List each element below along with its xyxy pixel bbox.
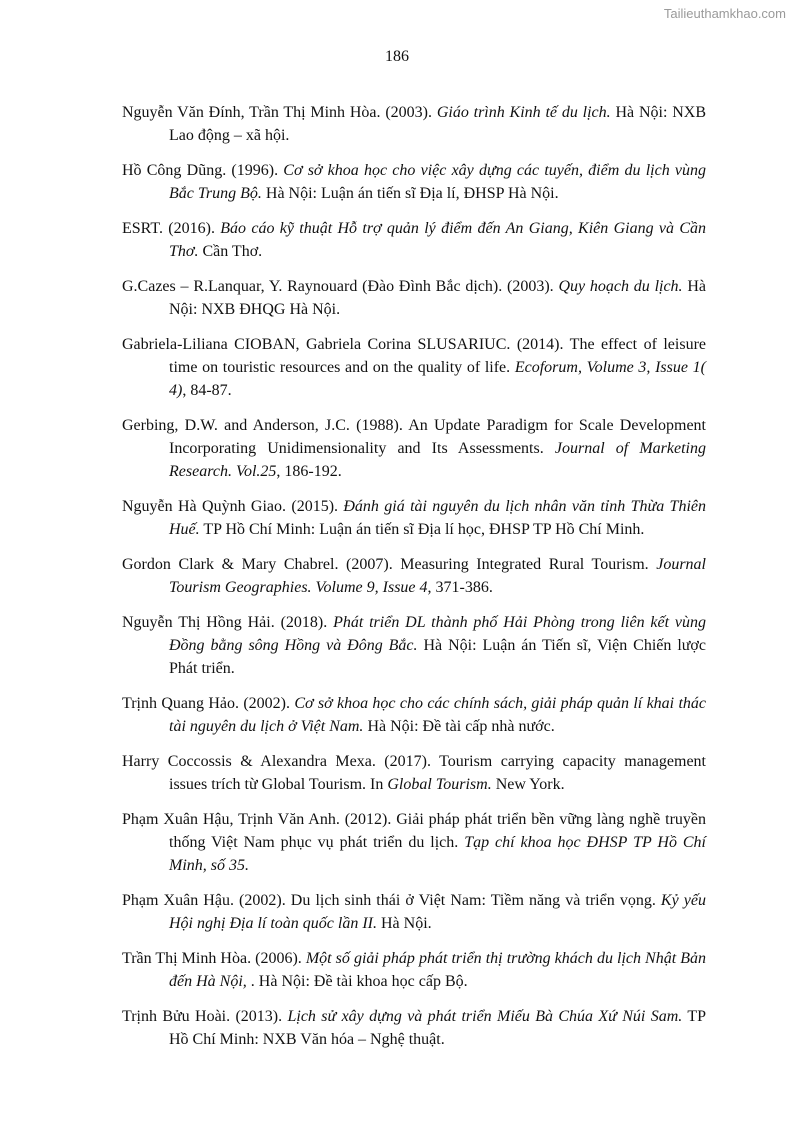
- reference-title: Kỷ yếu Hội nghị Địa lí toàn quốc lần II.: [169, 892, 706, 932]
- reference-text: Gerbing, D.W. and Anderson, J.C. (1988). An Update Paradigm for Scale Development Incorporating Unidimensionality and Its Assessments.: [122, 417, 706, 457]
- reference-entry: [122, 808, 706, 877]
- reference-text: Trần Thị Minh Hòa. (2006).: [122, 950, 306, 967]
- reference-text: , 84-87.: [182, 382, 232, 399]
- watermark: Tailieuthamkhao.com: [663, 6, 786, 21]
- reference-entry: [122, 1005, 706, 1051]
- reference-entry: [122, 101, 706, 147]
- reference-entry: [122, 750, 706, 796]
- reference-text: Hà Nội: NXB Lao động – xã hội.: [169, 104, 706, 144]
- reference-text: Phạm Xuân Hậu, Trịnh Văn Anh. (2012). Giải pháp phát triển bền vững làng nghề truyền thống Việt Nam phục vụ phát triển du lịch.: [122, 811, 706, 851]
- reference-title: Journal Tourism Geographies. Volume 9, Issue 4: [169, 556, 706, 596]
- page-number: 186: [385, 48, 409, 65]
- reference-text: G.Cazes – R.Lanquar, Y. Raynouard (Đào Đình Bắc dịch). (2003).: [122, 278, 559, 295]
- reference-title: Cơ sở khoa học cho việc xây dựng các tuyến, điểm du lịch vùng Bắc Trung Bộ.: [169, 162, 707, 202]
- reference-text: , 186-192.: [276, 463, 342, 480]
- reference-text: TP Hồ Chí Minh: NXB Văn hóa – Nghệ thuật.: [169, 1008, 706, 1048]
- reference-text: Hà Nội: NXB ĐHQG Hà Nội.: [169, 278, 707, 318]
- reference-entry: [122, 947, 706, 993]
- reference-entry: [122, 553, 706, 599]
- reference-title: Đánh giá tài nguyên du lịch nhân văn tỉnh Thừa Thiên Huế.: [169, 498, 707, 538]
- reference-text: New York.: [491, 776, 565, 793]
- reference-entry: [122, 275, 706, 321]
- reference-title: Journal of Marketing Research. Vol.25: [169, 440, 706, 480]
- reference-text: TP Hồ Chí Minh: Luận án tiến sĩ Địa lí học, ĐHSP TP Hồ Chí Minh.: [199, 521, 645, 538]
- reference-title: Global Tourism.: [387, 776, 492, 793]
- reference-list: [122, 101, 706, 1063]
- reference-title: Cơ sở khoa học cho các chính sách, giải pháp quản lí khai thác tài nguyên du lịch ở Việt Nam.: [169, 695, 707, 735]
- reference-entry: [122, 611, 706, 680]
- reference-title: Tạp chí khoa học ĐHSP TP Hồ Chí Minh, số 35.: [169, 834, 706, 874]
- reference-entry: [122, 692, 706, 738]
- reference-text: Phạm Xuân Hậu. (2002). Du lịch sinh thái ở Việt Nam: Tiềm năng và triển vọng.: [122, 892, 661, 909]
- reference-text: , 371-386.: [427, 579, 493, 596]
- reference-text: Hồ Công Dũng. (1996).: [122, 162, 284, 179]
- reference-title: Phát triển DL thành phố Hải Phòng trong liên kết vùng Đồng bằng sông Hồng và Đông Bắc.: [169, 614, 707, 654]
- reference-title: Quy hoạch du lịch.: [558, 278, 683, 295]
- reference-text: Hà Nội: Đề tài cấp nhà nước.: [363, 718, 555, 735]
- reference-title: Ecoforum, Volume 3, Issue 1( 4): [169, 359, 706, 399]
- reference-text: Nguyễn Hà Quỳnh Giao. (2015).: [122, 498, 344, 515]
- reference-text: Trịnh Bửu Hoài. (2013).: [122, 1008, 288, 1025]
- reference-text: Gabriela-Liliana CIOBAN, Gabriela Corina SLUSARIUC. (2014). The effect of leisure time on touristic resources and on the quality of life.: [122, 336, 706, 376]
- reference-text: Cần Thơ.: [198, 243, 263, 260]
- reference-title: Báo cáo kỹ thuật Hỗ trợ quản lý điểm đến An Giang, Kiên Giang và Cần Thơ.: [169, 220, 706, 260]
- reference-text: Hà Nội: Luận án tiến sĩ Địa lí, ĐHSP Hà Nội.: [261, 185, 559, 202]
- reference-entry: [122, 889, 706, 935]
- reference-text: Nguyễn Thị Hồng Hải. (2018).: [122, 614, 334, 631]
- reference-entry: [122, 159, 706, 205]
- reference-title: Một số giải pháp phát triển thị trường khách du lịch Nhật Bản đến Hà Nội,: [169, 950, 706, 990]
- reference-title: Giáo trình Kinh tế du lịch.: [436, 104, 611, 121]
- reference-text: Hà Nội: Luận án Tiến sĩ, Viện Chiến lược Phát triển.: [169, 637, 706, 677]
- reference-text: Hà Nội.: [376, 915, 432, 932]
- reference-text: Gordon Clark & Mary Chabrel. (2007). Measuring Integrated Rural Tourism.: [122, 556, 657, 573]
- reference-entry: [122, 333, 706, 402]
- reference-text: Nguyễn Văn Đính, Trần Thị Minh Hòa. (2003).: [122, 104, 437, 121]
- reference-text: Trịnh Quang Hảo. (2002).: [122, 695, 295, 712]
- reference-entry: [122, 217, 706, 263]
- reference-entry: [122, 495, 706, 541]
- reference-text: ESRT. (2016).: [122, 220, 221, 237]
- reference-title: Lịch sử xây dựng và phát triển Miếu Bà Chúa Xứ Núi Sam.: [287, 1008, 683, 1025]
- reference-text: . Hà Nội: Đề tài khoa học cấp Bộ.: [246, 973, 468, 990]
- reference-text: Harry Coccossis & Alexandra Mexa. (2017). Tourism carrying capacity management issues trích từ Global Tourism. In: [122, 753, 706, 793]
- reference-entry: [122, 414, 706, 483]
